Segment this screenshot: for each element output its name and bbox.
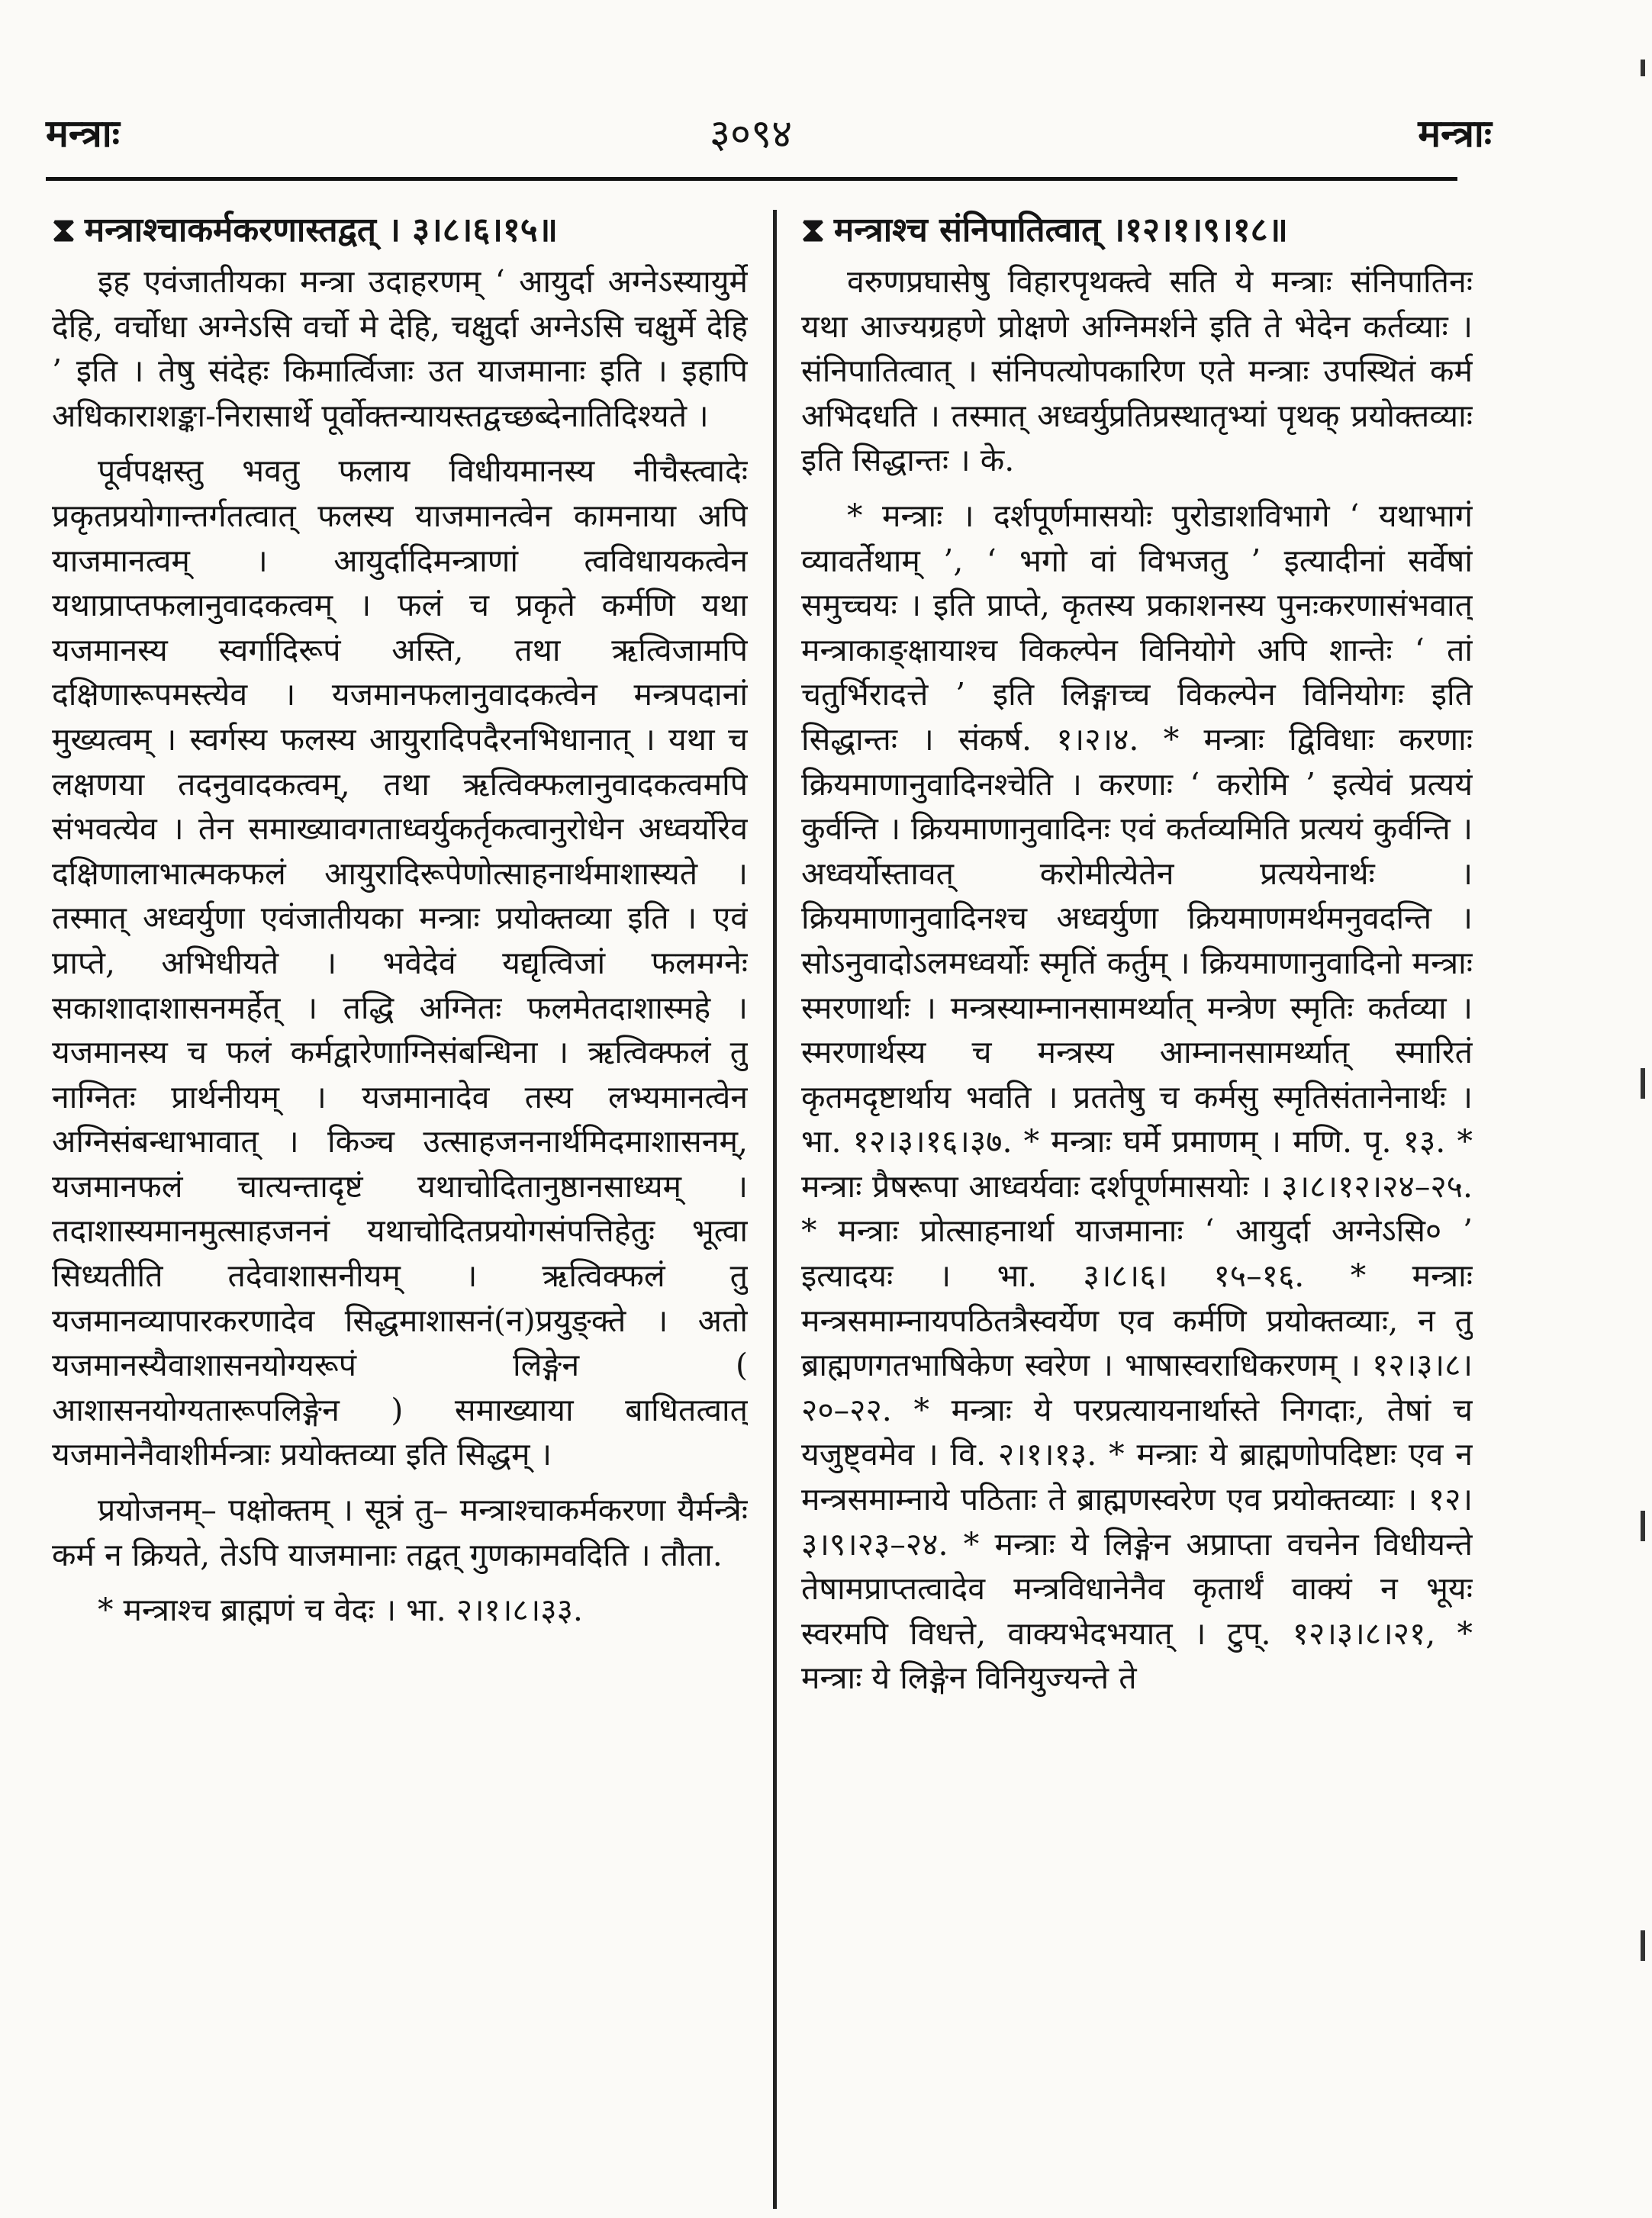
paragraph: * मन्त्राश्च ब्राह्मणं च वेदः । भा. २।१।८।३३. [98, 1592, 583, 1629]
page-number: ३०९४ [710, 111, 793, 157]
paragraph: प्रयोजनम्– पक्षोक्तम् । सूत्रं तु– मन्त्राश्चाकर्मकरणा यैर्मन्त्रैः कर्म न क्रियते, तेऽपि याजमानाः तद्वत् गुणकामवदिति । तौता. [52, 1492, 748, 1573]
paragraph: इह एवंजातीयका मन्त्रा उदाहरणम् ‘ आयुर्दा अग्नेऽस्यायुर्मे देहि, वर्चोधा अग्नेऽसि वर्चो मे देहि, चक्षुर्दा अग्नेऽसि चक्षुर्मे देहि ’ इति । तेषु संदेहः किमार्त्विजाः उत याजमानाः इति । इहापि अधिकाराशङ्का-निरासार्थे पूर्वोक्तन्यायस्तद्वच्छब्देनातिदिश्यते । [52, 263, 748, 434]
paragraph: वरुणप्रघासेषु विहारपृथक्त्वे सति ये मन्त्राः संनिपातिनः यथा आज्यग्रहणे प्रोक्षणे अग्निमर्शने इति ते भेदेन कर्तव्याः । संनिपातित्वात् । संनिपत्योपकारिण एते मन्त्राः उपस्थितं कर्म अभिदधति । तस्मात् अध्वर्युप्रतिप्रस्थातृभ्यां पृथक् प्रयोक्तव्याः इति सिद्धान्तः । के. [801, 263, 1473, 479]
paragraph: * मन्त्राः । दर्शपूर्णमासयोः पुरोडाशविभागे ‘ यथाभागं व्यावर्तेथाम् ’, ‘ भगो वां विभजतु ’ इत्यादीनां सर्वेषां समुच्चयः । इति प्राप्ते, कृतस्य प्रकाशनस्य पुनःकरणासंभवात् मन्त्राकाङ्क्षायाश्च विकल्पेन विनियोगे अपि शान्तेः ‘ तां चतुर्भिरादत्ते ’ इति लिङ्गाच्च विकल्पेन विनियोगः इति सिद्धान्तः । संकर्ष. १।२।४. * मन्त्राः द्विविधाः करणाः क्रियमाणानुवादिनश्चेति । करणाः ‘ करोमि ’ इत्येवं प्रत्ययं कुर्वन्ति । क्रियमाणानुवादिनः एवं कर्तव्यमिति प्रत्ययं कुर्वन्ति । अध्वर्योस्तावत् करोमीत्येतेन प्रत्ययेनार्थः । क्रियमाणानुवादिनश्च अध्वर्युणा क्रियमाणमर्थमनुवदन्ति । सोऽनुवादोऽलमध्वर्योः स्मृतिं कर्तुम् । क्रियमाणानुवादिनो मन्त्राः स्मरणार्थाः । मन्त्रस्याम्नानसामर्थ्यात् मन्त्रेण स्मृतिः कर्तव्या । स्मरणार्थस्य च मन्त्रस्य आम्नानसामर्थ्यात् स्मारितं कृतमदृष्टार्थाय भवति । प्रततेषु च कर्मसु स्मृतिसंतानेनार्थः । भा. १२।३।१६।३७. * मन्त्राः घर्मे प्रमाणम् । मणि. पृ. १३. * मन्त्राः प्रैषरूपा आध्वर्यवाः दर्शपूर्णमासयोः । ३।८।१२।२४–२५. * मन्त्राः प्रोत्साहनार्था याजमानाः ‘ आयुर्दा अग्नेऽसि० ’ इत्यादयः । भा. ३।८।६। १५–१६. * मन्त्राः मन्त्रसमाम्नायपठितत्रैस्वर्येण एव कर्मणि प्रयोक्तव्याः, न तु ब्राह्मणगतभाषिकेण स्वरेण । भाषास्वराधिकरणम् । १२।३।८।२०–२२. * मन्त्राः ये परप्रत्यायनार्थास्ते निगदाः, तेषां च यजुष्ट्वमेव । वि. २।१।१३. * मन्त्राः ये ब्राह्मणोपदिष्टाः एव न मन्त्रसमाम्नाये पठिताः ते ब्राह्मणस्वरेण एव प्रयोक्तव्याः । १२।३।९।२३–२४. * मन्त्राः ये लिङ्गेन अप्राप्ता वचनेन विधीयन्ते तेषामप्राप्तत्वादेव मन्त्रविधानेनैव कृतार्थं वाक्यं न भूयः स्वरमपि विधत्ते, वाक्यभेदभयात् । टुप्. १२।३।८।२१, * मन्त्राः ये लिङ्गेन विनियुज्यन्ते ते [801, 497, 1473, 1697]
hourglass-icon: ⧗ [801, 211, 825, 249]
section-title-text: मन्त्राश्च संनिपातित्वात् ।१२।१।९।१८॥ [833, 211, 1288, 249]
scan-edge-mark [1641, 60, 1645, 76]
scan-edge-mark [1641, 1930, 1645, 1961]
running-head-right: मन्त्राः [1418, 111, 1492, 156]
paragraph: पूर्वपक्षस्तु भवतु फलाय विधीयमानस्य नीचैस्त्वादेः प्रकृतप्रयोगान्तर्गतत्वात् फलस्य याजमानत्वेन कामनाया अपि याजमानत्वम् । आयुर्दादिमन्त्राणां त्वविधायकत्वेन यथाप्राप्तफलानुवादकत्वम् । फलं च प्रकृते कर्मणि यथा यजमानस्य स्वर्गादिरूपं अस्ति, तथा ऋत्विजामपि दक्षिणारूपमस्त्येव । यजमानफलानुवादकत्वेन मन्त्रपदानां मुख्यत्वम् । स्वर्गस्य फलस्य आयुरादिपदैरनभिधानात् । यथा च लक्षणया तदनुवादकत्वम्, तथा ऋत्विक्फलानुवादकत्वमपि संभवत्येव । तेन समाख्यावगताध्वर्युकर्तृकत्वानुरोधेन अध्वर्योरेव दक्षिणालाभात्मकफलं आयुरादिरूपेणोत्साहनार्थमाशास्यते । तस्मात् अध्वर्युणा एवंजातीयका मन्त्राः प्रयोक्तव्या इति । एवं प्राप्ते, अभिधीयते । भवेदेवं यद्यृत्विजां फलमग्नेः सकाशादाशासनमर्हेत् । तद्धि अग्नितः फलमेतदाशास्महे । यजमानस्य च फलं कर्मद्वारेणाग्निसंबन्धिना । ऋत्विक्फलं तु नाग्नितः प्रार्थनीयम् । यजमानादेव तस्य लभ्यमानत्वेन अग्निसंबन्धाभावात् । किञ्च उत्साहजननार्थमिदमाशासनम्, यजमानफलं चात्यन्तादृष्टं यथाचोदितानुष्ठानसाध्यम् । तदाशास्यमानमुत्साहजननं यथाचोदितप्रयोगसंपत्तिहेतुः भूत्वा सिध्यतीति तदेवाशासनीयम् । ऋत्विक्फलं तु यजमानव्यापारकरणादेव सिद्धमाशासनं(न)प्रयुङ्क्ते । अतो यजमानस्यैवाशासनयोग्यरूपं लिङ्गेन ( आशासनयोग्यतारूपलिङ्गेन ) समाख्याया बाधितत्वात् यजमानेनैवाशीर्मन्त्राः प्रयोक्तव्या इति सिद्धम् । [52, 452, 748, 1473]
section-title [52, 206, 748, 255]
right-column [801, 206, 1473, 2205]
header-rule [46, 177, 1457, 181]
scan-edge-mark [1641, 1511, 1645, 1541]
section-title-text: मन्त्राश्चाकर्मकरणास्तद्वत् । ३।८।६।१५॥ [84, 211, 558, 249]
scan-edge-mark [1641, 1068, 1645, 1099]
section-title [801, 206, 1473, 255]
column-divider [773, 210, 777, 2209]
hourglass-icon: ⧗ [52, 211, 76, 249]
left-column [52, 206, 748, 2205]
running-head-left: मन्त्राः [46, 111, 120, 156]
